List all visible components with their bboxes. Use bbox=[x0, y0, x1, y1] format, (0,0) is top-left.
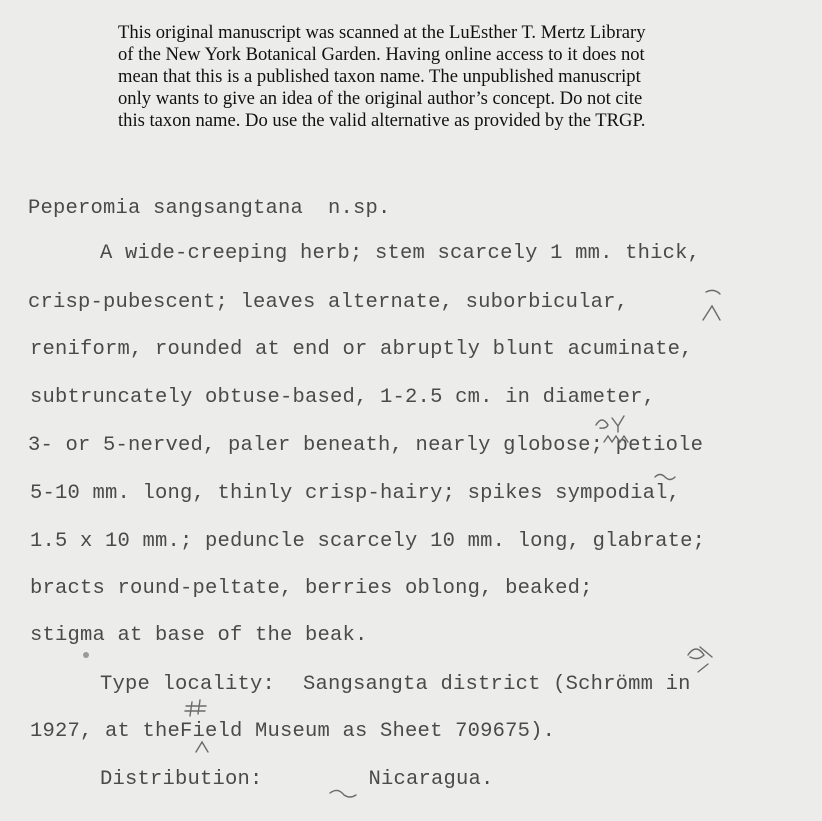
hash-mark bbox=[185, 700, 206, 716]
description-line: subtruncately obtuse-based, 1-2.5 cm. in diameter, bbox=[30, 386, 656, 409]
description-line: crisp-pubescent; leaves alternate, suborbicular, bbox=[28, 291, 629, 314]
a-mark bbox=[688, 647, 712, 659]
accent-mark bbox=[698, 664, 708, 672]
description-line: bracts round-peltate, berries oblong, beaked; bbox=[30, 577, 593, 600]
comma-mark bbox=[706, 290, 720, 294]
description-line: stigma at base of the beak. bbox=[30, 624, 368, 647]
description-line: reniform, rounded at end or abruptly blunt acuminate, bbox=[30, 338, 693, 361]
squiggle-mark bbox=[604, 436, 628, 442]
description-line: 1.5 x 10 mm.; peduncle scarcely 10 mm. long, glabrate; bbox=[30, 530, 706, 553]
notice-line: mean that this is a published taxon name. The unpublished manuscript bbox=[118, 66, 641, 87]
distribution-value: Nicaragua. bbox=[368, 768, 494, 791]
notice-line: only wants to give an idea of the original author’s concept. Do not cite bbox=[118, 88, 643, 109]
description-line: 5-10 mm. long, thinly crisp-hairy; spikes sympodial, bbox=[30, 482, 681, 505]
species-title: Peperomia sangsangtana n.sp. bbox=[28, 197, 391, 220]
type-locality-value: Sangsangta district (Schrömm in bbox=[303, 673, 691, 696]
ink-dot bbox=[83, 652, 89, 658]
tilde-mark bbox=[655, 475, 675, 480]
caret-mark bbox=[703, 306, 720, 320]
notice-line: of the New York Botanical Garden. Having online access to it does not bbox=[118, 44, 645, 65]
dash-mark bbox=[330, 790, 356, 797]
notice-line: This original manuscript was scanned at the LuEsther T. Mertz Library bbox=[118, 22, 646, 43]
description-line: A wide-creeping herb; stem scarcely 1 mm. thick, bbox=[100, 242, 701, 265]
type-locality-label: Type locality: bbox=[100, 673, 276, 696]
type-locality-continuation: 1927, at theField Museum as Sheet 709675). bbox=[30, 720, 556, 743]
insertion-caret bbox=[196, 742, 208, 752]
distribution-label: Distribution: bbox=[100, 768, 263, 791]
description-line: 3- or 5-nerved, paler beneath, nearly globose; petiole bbox=[28, 434, 704, 457]
notice-line: this taxon name. Do use the valid alternative as provided by the TRGP. bbox=[118, 110, 646, 131]
superscript-mark bbox=[596, 416, 624, 432]
